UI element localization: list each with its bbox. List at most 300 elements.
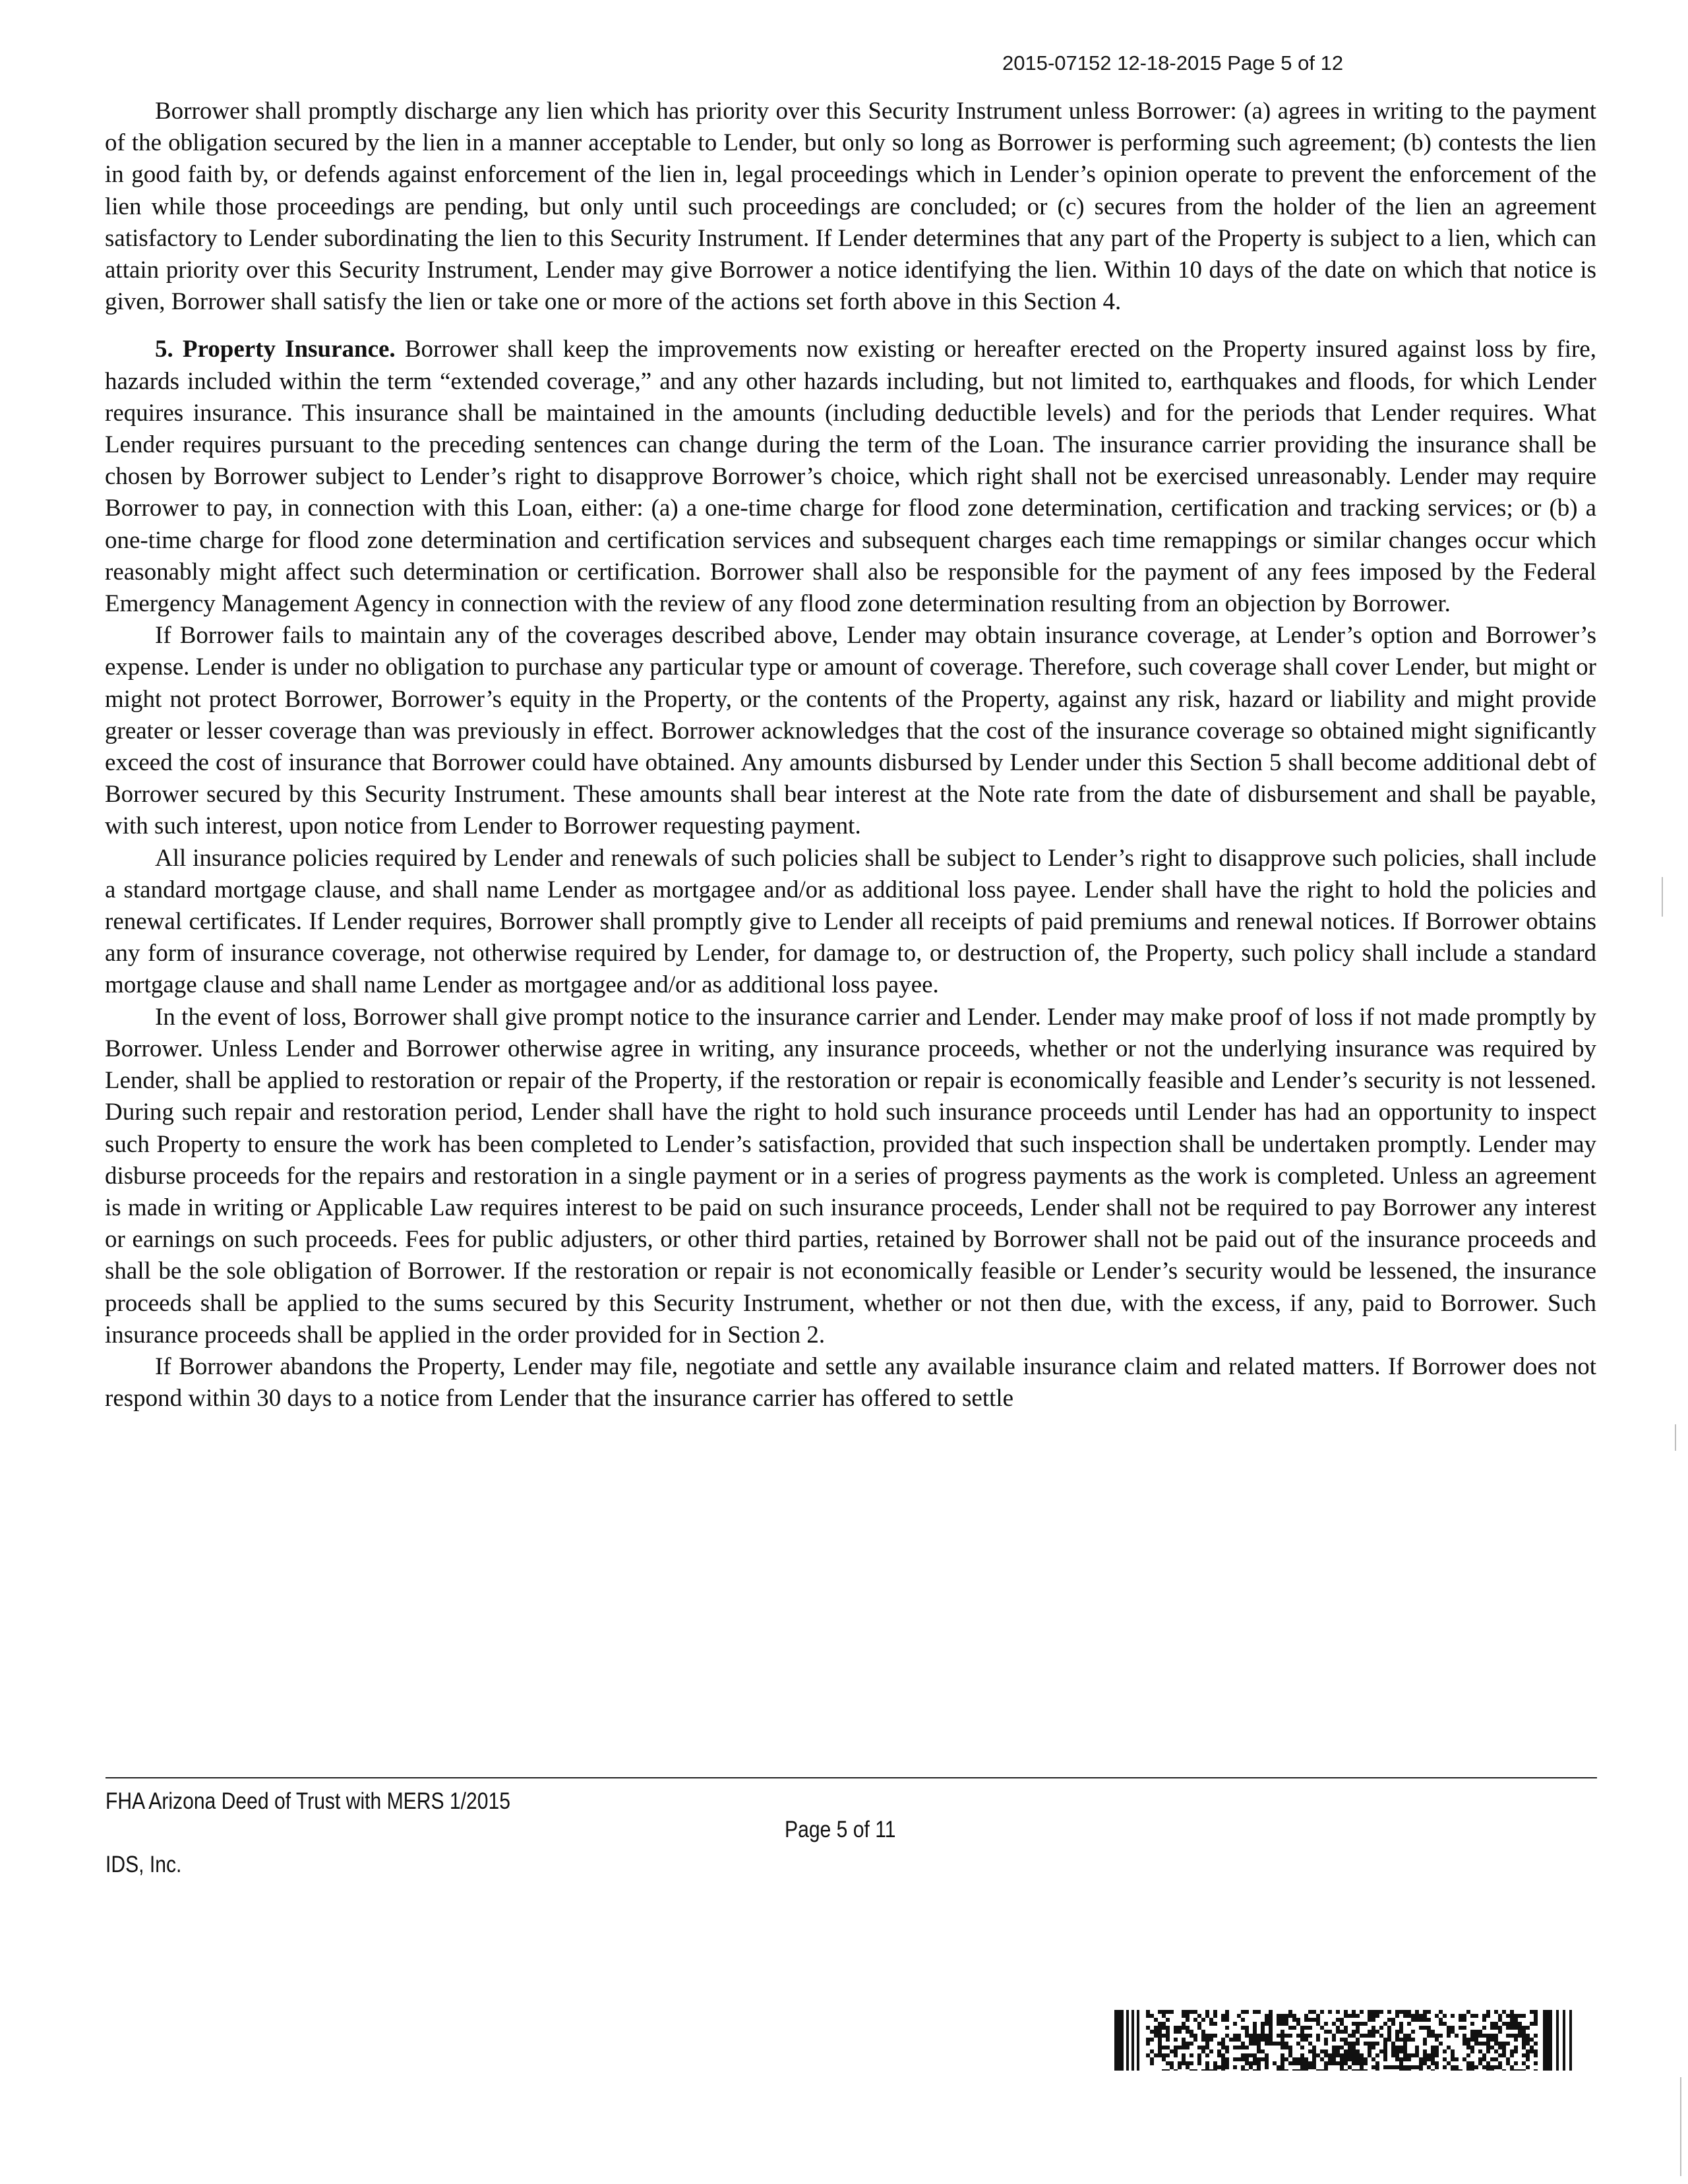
- barcode-module: [1205, 2061, 1209, 2065]
- barcode-module: [1403, 2046, 1407, 2049]
- barcode-module: [1225, 2014, 1229, 2018]
- barcode-module: [1201, 2018, 1205, 2022]
- barcode-module: [1340, 2022, 1344, 2026]
- barcode-module: [1221, 2069, 1225, 2071]
- barcode-module: [1166, 2034, 1170, 2038]
- barcode-module: [1556, 2010, 1559, 2071]
- footer-page-number: Page 5 of 11: [785, 1817, 896, 1842]
- barcode-module: [1300, 2061, 1304, 2065]
- barcode-module: [1474, 2030, 1478, 2034]
- barcode-module: [1261, 2038, 1265, 2042]
- barcode-module: [1352, 2010, 1356, 2014]
- barcode-module: [1344, 2042, 1348, 2046]
- barcode-module: [1328, 2030, 1332, 2034]
- barcode-module: [1158, 2038, 1162, 2042]
- barcode-module: [1423, 2053, 1427, 2057]
- barcode-module: [1137, 2010, 1139, 2071]
- barcode-module: [1534, 2018, 1538, 2022]
- barcode-module: [1526, 2038, 1530, 2042]
- barcode-module: [1320, 2026, 1324, 2030]
- barcode-module: [1332, 2061, 1336, 2065]
- barcode-module: [1292, 2069, 1296, 2071]
- barcode-module: [1510, 2053, 1514, 2057]
- barcode-module: [1336, 2046, 1340, 2049]
- barcode-module: [1466, 2038, 1470, 2042]
- barcode-module: [1372, 2030, 1375, 2034]
- barcode-module: [1288, 2049, 1292, 2053]
- barcode-module: [1304, 2057, 1308, 2061]
- barcode-module: [1395, 2053, 1399, 2057]
- barcode-module: [1360, 2061, 1364, 2065]
- barcode-module: [1482, 2057, 1486, 2061]
- barcode-module: [1427, 2026, 1431, 2030]
- barcode-module: [1340, 2046, 1344, 2049]
- barcode-module: [1466, 2010, 1470, 2014]
- barcode-module: [1308, 2034, 1312, 2038]
- barcode-module: [1308, 2042, 1312, 2046]
- barcode-module: [1154, 2026, 1158, 2030]
- barcode-module: [1466, 2053, 1470, 2057]
- barcode-module: [1482, 2014, 1486, 2018]
- barcode-module: [1435, 2034, 1439, 2038]
- barcode-module: [1518, 2069, 1522, 2071]
- barcode-module: [1193, 2018, 1197, 2022]
- barcode-module: [1225, 2061, 1229, 2065]
- barcode-module: [1443, 2057, 1447, 2061]
- barcode-module: [1174, 2049, 1178, 2053]
- barcode-module: [1320, 2049, 1324, 2053]
- barcode-module: [1197, 2022, 1201, 2026]
- barcode-module: [1205, 2053, 1209, 2057]
- barcode-module: [1332, 2057, 1336, 2061]
- barcode-module: [1534, 2022, 1538, 2026]
- barcode-module: [1304, 2034, 1308, 2038]
- barcode-module: [1494, 2057, 1498, 2061]
- barcode-module: [1178, 2061, 1182, 2065]
- barcode-module: [1205, 2065, 1209, 2069]
- barcode-module: [1308, 2065, 1312, 2069]
- barcode-module: [1344, 2026, 1348, 2030]
- barcode-module: [1451, 2053, 1455, 2057]
- barcode-module: [1375, 2053, 1379, 2057]
- barcode-module: [1514, 2049, 1518, 2053]
- barcode-module: [1277, 2014, 1281, 2018]
- barcode-module: [1482, 2053, 1486, 2057]
- barcode-module: [1281, 2053, 1284, 2057]
- barcode-module: [1474, 2038, 1478, 2042]
- barcode-module: [1257, 2049, 1261, 2053]
- barcode-module: [1277, 2034, 1281, 2038]
- barcode-module: [1308, 2026, 1312, 2030]
- barcode-module: [1419, 2061, 1423, 2065]
- barcode-module: [1395, 2046, 1399, 2049]
- barcode-module: [1498, 2014, 1502, 2018]
- barcode-module: [1344, 2057, 1348, 2061]
- barcode-module: [1265, 2042, 1269, 2046]
- barcode-module: [1316, 2022, 1320, 2026]
- barcode-module: [1213, 2034, 1217, 2038]
- barcode-module: [1407, 2053, 1411, 2057]
- barcode-module: [1241, 2018, 1245, 2022]
- barcode-module: [1403, 2038, 1407, 2042]
- barcode-module: [1332, 2046, 1336, 2049]
- barcode-module: [1368, 2018, 1372, 2022]
- barcode-module: [1269, 2022, 1273, 2026]
- barcode-module: [1336, 2026, 1340, 2030]
- barcode-module: [1360, 2034, 1364, 2038]
- barcode-module: [1265, 2057, 1269, 2061]
- barcode-module: [1423, 2026, 1427, 2030]
- barcode-module: [1415, 2049, 1419, 2053]
- barcode-module: [1312, 2018, 1316, 2022]
- barcode-module: [1245, 2034, 1249, 2038]
- barcode-module: [1296, 2061, 1300, 2065]
- barcode-module: [1470, 2065, 1474, 2069]
- barcode-module: [1197, 2014, 1201, 2018]
- barcode-module: [1498, 2030, 1502, 2034]
- barcode-module: [1514, 2038, 1518, 2042]
- barcode-module: [1462, 2057, 1466, 2061]
- barcode-module: [1166, 2010, 1170, 2014]
- barcode-module: [1494, 2038, 1498, 2042]
- barcode-module: [1324, 2065, 1328, 2069]
- barcode-module: [1498, 2065, 1502, 2069]
- barcode-module: [1182, 2057, 1186, 2061]
- barcode-module: [1269, 2038, 1273, 2042]
- barcode-module: [1217, 2042, 1221, 2046]
- barcode-module: [1427, 2034, 1431, 2038]
- barcode-module: [1447, 2034, 1451, 2038]
- barcode-module: [1352, 2022, 1356, 2026]
- barcode-module: [1391, 2022, 1395, 2026]
- barcode-module: [1407, 2022, 1411, 2026]
- barcode-module: [1292, 2057, 1296, 2061]
- barcode-module: [1526, 2053, 1530, 2057]
- barcode-module: [1518, 2030, 1522, 2034]
- barcode-module: [1431, 2034, 1435, 2038]
- barcode-module: [1221, 2014, 1225, 2018]
- barcode-module: [1324, 2069, 1328, 2071]
- section5-intro-text: Borrower shall keep the improvements now existing or hereafter erected on the Property insured against loss by fire, hazards included within the term “extended coverage,” and any other hazards including, but not limited to, earthquakes and floods, for which Lender requires insurance. This insurance shall be maintained in the amounts (including deductible levels) and for the periods that Lender requires. What Lender requires pursuant to the preceding sentences can change during the term of the Loan. The insurance carrier providing the insurance shall be chosen by Borrower subject to Lender’s right to disapprove Borrower’s choice, which right shall not be exercised unreasonably. Lender may require Borrower to pay, in connection with this Loan, either: (a) a one-time charge for flood zone determination, certification and tracking services; or (b) a one-time charge for flood zone determination and certification services and subsequent charges each time remappings or similar changes occur which reasonably might affect such determination or certification. Borrower shall also be responsible for the payment of any fees imposed by the Federal Emergency Management Agency in connection with the review of any flood zone determination resulting from an objection by Borrower.: [105, 336, 1596, 618]
- barcode-module: [1439, 2042, 1443, 2046]
- footer-divider: [106, 1777, 1597, 1778]
- barcode-module: [1352, 2046, 1356, 2049]
- barcode-module: [1328, 2057, 1332, 2061]
- barcode-module: [1205, 2034, 1209, 2038]
- barcode-module: [1395, 2038, 1399, 2042]
- barcode-module: [1451, 2057, 1455, 2061]
- barcode-module: [1292, 2018, 1296, 2022]
- barcode-module: [1284, 2034, 1288, 2038]
- barcode-module: [1423, 2010, 1427, 2014]
- barcode-module: [1498, 2061, 1502, 2065]
- barcode-module: [1375, 2065, 1379, 2069]
- barcode-module: [1395, 2014, 1399, 2018]
- barcode-module: [1526, 2034, 1530, 2038]
- barcode-module: [1490, 2069, 1494, 2071]
- barcode-module: [1253, 2034, 1257, 2038]
- barcode-module: [1241, 2057, 1245, 2061]
- barcode-module: [1569, 2010, 1572, 2071]
- barcode-module: [1372, 2014, 1375, 2018]
- barcode-module: [1312, 2053, 1316, 2057]
- barcode-module: [1368, 2030, 1372, 2034]
- barcode-module: [1253, 2010, 1257, 2014]
- barcode-module: [1217, 2049, 1221, 2053]
- barcode-module: [1431, 2061, 1435, 2065]
- barcode-module: [1233, 2022, 1237, 2026]
- barcode-module: [1391, 2053, 1395, 2057]
- barcode-module: [1403, 2010, 1407, 2014]
- barcode-module: [1320, 2010, 1324, 2014]
- barcode-module: [1482, 2034, 1486, 2038]
- barcode-module: [1510, 2014, 1514, 2018]
- barcode-module: [1245, 2046, 1249, 2049]
- barcode-module: [1336, 2030, 1340, 2034]
- barcode-module: [1443, 2022, 1447, 2026]
- barcode-module: [1451, 2049, 1455, 2053]
- barcode-module: [1427, 2053, 1431, 2057]
- barcode-module: [1213, 2061, 1217, 2065]
- barcode-module: [1415, 2018, 1419, 2022]
- barcode-module: [1340, 2018, 1344, 2022]
- barcode-module: [1494, 2026, 1498, 2030]
- barcode-module: [1304, 2065, 1308, 2069]
- barcode-module: [1146, 2014, 1150, 2018]
- barcode-module: [1455, 2034, 1459, 2038]
- barcode-module: [1320, 2069, 1324, 2071]
- barcode-module: [1154, 2018, 1158, 2022]
- barcode-module: [1344, 2053, 1348, 2057]
- barcode-module: [1265, 2018, 1269, 2022]
- barcode-module: [1375, 2010, 1379, 2014]
- barcode-module: [1522, 2026, 1526, 2030]
- barcode-module: [1423, 2049, 1427, 2053]
- barcode-module: [1368, 2034, 1372, 2038]
- barcode-module: [1245, 2057, 1249, 2061]
- barcode-module: [1415, 2014, 1419, 2018]
- barcode-module: [1158, 2034, 1162, 2038]
- barcode-module: [1364, 2034, 1368, 2038]
- barcode-module: [1395, 2034, 1399, 2038]
- barcode-module: [1217, 2065, 1221, 2069]
- barcode-module: [1253, 2038, 1257, 2042]
- barcode-module: [1372, 2034, 1375, 2038]
- barcode-module: [1281, 2038, 1284, 2042]
- barcode-module: [1186, 2030, 1190, 2034]
- barcode-module: [1431, 2057, 1435, 2061]
- barcode-module: [1265, 2034, 1269, 2038]
- barcode-module: [1229, 2038, 1233, 2042]
- barcode-module: [1474, 2014, 1478, 2018]
- barcode-module: [1174, 2046, 1178, 2049]
- barcode-module: [1300, 2034, 1304, 2038]
- barcode-module: [1308, 2010, 1312, 2014]
- barcode-module: [1522, 2042, 1526, 2046]
- barcode-module: [1534, 2061, 1538, 2065]
- barcode-module: [1257, 2065, 1261, 2069]
- barcode-module: [1407, 2065, 1411, 2069]
- barcode-module: [1296, 2022, 1300, 2026]
- barcode-module: [1419, 2018, 1423, 2022]
- barcode-module: [1182, 2061, 1186, 2065]
- barcode-module: [1395, 2057, 1399, 2061]
- barcode-module: [1510, 2018, 1514, 2022]
- barcode-module: [1332, 2022, 1336, 2026]
- barcode-module: [1443, 2049, 1447, 2053]
- barcode-module: [1514, 2026, 1518, 2030]
- barcode-module: [1300, 2057, 1304, 2061]
- section5-intro-paragraph: [105, 334, 1596, 620]
- barcode-module: [1269, 2010, 1273, 2014]
- barcode-module: [1522, 2034, 1526, 2038]
- barcode-module: [1201, 2034, 1205, 2038]
- barcode-module: [1277, 2018, 1281, 2022]
- barcode-module: [1265, 2022, 1269, 2026]
- barcode-module: [1486, 2010, 1490, 2014]
- barcode-module: [1399, 2046, 1403, 2049]
- barcode-module: [1253, 2026, 1257, 2030]
- scan-margin-mark: [1675, 1424, 1676, 1451]
- barcode-module: [1360, 2022, 1364, 2026]
- barcode-module: [1375, 2014, 1379, 2018]
- barcode-module: [1403, 2065, 1407, 2069]
- barcode-module: [1269, 2030, 1273, 2034]
- barcode-module: [1502, 2053, 1506, 2057]
- barcode-module: [1451, 2026, 1455, 2030]
- barcode-module: [1494, 2049, 1498, 2053]
- barcode-module: [1233, 2057, 1237, 2061]
- barcode-module: [1423, 2018, 1427, 2022]
- barcode-module: [1186, 2026, 1190, 2030]
- barcode-module: [1431, 2053, 1435, 2057]
- barcode-module: [1372, 2026, 1375, 2030]
- barcode-module: [1411, 2065, 1415, 2069]
- barcode-module: [1288, 2053, 1292, 2057]
- barcode-module: [1178, 2030, 1182, 2034]
- barcode-module: [1352, 2042, 1356, 2046]
- barcode-module: [1281, 2069, 1284, 2071]
- barcode-module: [1190, 2069, 1193, 2071]
- barcode-module: [1530, 2046, 1534, 2049]
- barcode-module: [1300, 2046, 1304, 2049]
- barcode-module: [1478, 2061, 1482, 2065]
- barcode-module: [1201, 2049, 1205, 2053]
- section5-heading: 5. Property Insurance.: [155, 336, 396, 363]
- barcode-module: [1379, 2034, 1383, 2038]
- barcode-module: [1253, 2030, 1257, 2034]
- barcode-module: [1312, 2065, 1316, 2069]
- barcode-module: [1237, 2014, 1241, 2018]
- barcode-module: [1237, 2057, 1241, 2061]
- barcode-module: [1213, 2014, 1217, 2018]
- barcode-module: [1466, 2042, 1470, 2046]
- barcode-module: [1522, 2046, 1526, 2049]
- barcode-module: [1320, 2057, 1324, 2061]
- barcode-module: [1261, 2022, 1265, 2026]
- barcode-module: [1201, 2046, 1205, 2049]
- barcode-module: [1178, 2046, 1182, 2049]
- barcode-module: [1300, 2026, 1304, 2030]
- barcode-module: [1364, 2022, 1368, 2026]
- barcode-module: [1526, 2057, 1530, 2061]
- barcode-module: [1166, 2061, 1170, 2065]
- barcode-module: [1253, 2042, 1257, 2046]
- barcode-module: [1506, 2057, 1510, 2061]
- barcode-module: [1277, 2065, 1281, 2069]
- barcode-module: [1182, 2010, 1186, 2014]
- barcode-module: [1352, 2030, 1356, 2034]
- barcode-module: [1522, 2014, 1526, 2018]
- barcode-module: [1419, 2026, 1423, 2030]
- barcode-module: [1407, 2038, 1411, 2042]
- barcode-module: [1245, 2010, 1249, 2014]
- barcode-module: [1391, 2046, 1395, 2049]
- barcode-module: [1387, 2010, 1391, 2014]
- barcode-module: [1146, 2038, 1150, 2042]
- barcode-module: [1300, 2030, 1304, 2034]
- barcode-module: [1383, 2022, 1387, 2026]
- barcode-module: [1328, 2061, 1332, 2065]
- barcode-module: [1324, 2053, 1328, 2057]
- barcode-module: [1158, 2030, 1162, 2034]
- barcode-module: [1403, 2014, 1407, 2018]
- barcode-module: [1205, 2014, 1209, 2018]
- barcode-module: [1435, 2053, 1439, 2057]
- barcode-module: [1225, 2026, 1229, 2030]
- barcode-module: [1265, 2014, 1269, 2018]
- barcode-module: [1150, 2049, 1154, 2053]
- barcode-module: [1284, 2042, 1288, 2046]
- barcode-module: [1174, 2026, 1178, 2030]
- barcode-module: [1395, 2010, 1399, 2014]
- barcode-module: [1372, 2057, 1375, 2061]
- barcode-module: [1253, 2061, 1257, 2065]
- barcode-module: [1411, 2038, 1415, 2042]
- barcode-module: [1415, 2046, 1419, 2049]
- barcode-module: [1166, 2053, 1170, 2057]
- barcode-module: [1186, 2061, 1190, 2065]
- barcode-module: [1518, 2026, 1522, 2030]
- barcode-module: [1221, 2018, 1225, 2022]
- barcode-module: [1209, 2038, 1213, 2042]
- barcode-module: [1478, 2042, 1482, 2046]
- barcode-module: [1225, 2065, 1229, 2069]
- barcode-module: [1245, 2030, 1249, 2034]
- scan-margin-mark: [1662, 877, 1663, 917]
- barcode-module: [1352, 2057, 1356, 2061]
- barcode-module: [1502, 2022, 1506, 2026]
- barcode-module: [1281, 2018, 1284, 2022]
- barcode-module: [1462, 2038, 1466, 2042]
- barcode-module: [1328, 2010, 1332, 2014]
- barcode-module: [1170, 2061, 1174, 2065]
- barcode-module: [1462, 2014, 1466, 2018]
- barcode-module: [1372, 2042, 1375, 2046]
- barcode-module: [1166, 2026, 1170, 2030]
- barcode-module: [1174, 2038, 1178, 2042]
- barcode-module: [1131, 2010, 1134, 2071]
- barcode-module: [1281, 2022, 1284, 2026]
- barcode-module: [1241, 2026, 1245, 2030]
- barcode-module: [1431, 2069, 1435, 2071]
- barcode-module: [1190, 2042, 1193, 2046]
- barcode-module: [1486, 2034, 1490, 2038]
- barcode-module: [1316, 2014, 1320, 2018]
- barcode-module: [1470, 2061, 1474, 2065]
- barcode-module: [1324, 2022, 1328, 2026]
- barcode-module: [1312, 2049, 1316, 2053]
